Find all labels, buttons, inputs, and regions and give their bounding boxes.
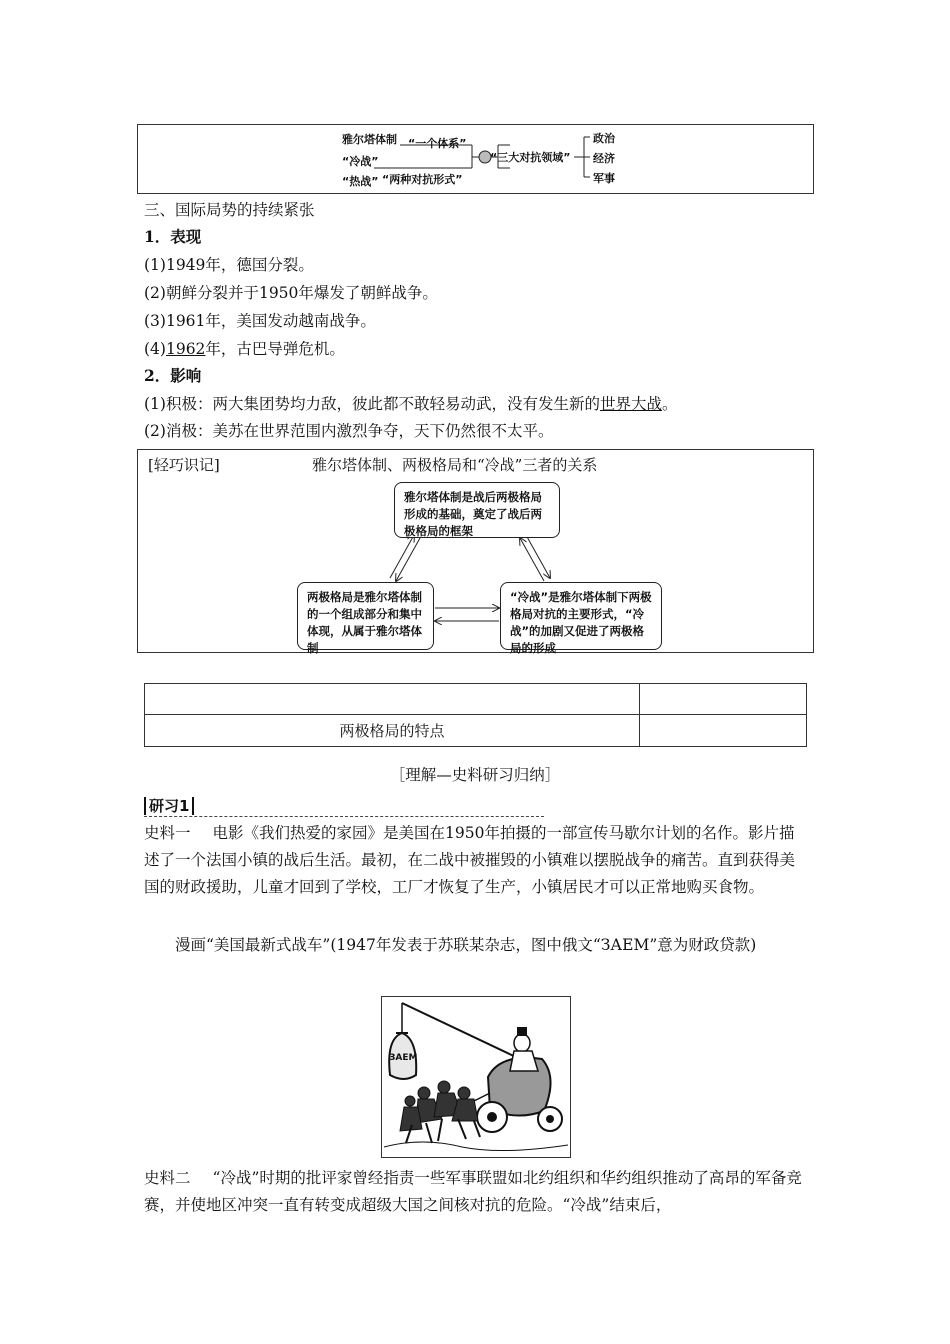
two-forms-label: “两种对抗形式” bbox=[382, 173, 463, 186]
yalta-label: 雅尔塔体制 bbox=[342, 133, 397, 146]
three-fields-label: “三大对抗领域” bbox=[490, 151, 571, 164]
impact-negative: (2)消极：美苏在世界范围内激烈争夺，天下仍然很不太平。 bbox=[144, 422, 554, 440]
study-tag-text: 研习1 bbox=[144, 797, 194, 815]
cartoon-drawing bbox=[382, 997, 570, 1157]
section-heading: 三、国际局势的持续紧张 bbox=[144, 201, 315, 219]
yalta-structure-diagram bbox=[137, 124, 814, 194]
subheading-manifestation: 1．表现 bbox=[144, 227, 202, 246]
table-row bbox=[145, 715, 807, 747]
table-row bbox=[145, 684, 807, 715]
cartoon-bag-label: ЗАЕМ bbox=[389, 1053, 418, 1063]
field-economy: 经济 bbox=[593, 152, 615, 165]
one-system-label: “一个体系” bbox=[408, 137, 467, 150]
relation-arrows bbox=[138, 450, 813, 652]
memory-tip-box bbox=[137, 449, 814, 653]
impact-positive-underline: 世界大战 bbox=[599, 395, 662, 413]
item-1962 bbox=[144, 339, 345, 359]
cartoon-image bbox=[381, 996, 571, 1158]
impact-positive bbox=[144, 394, 678, 414]
material-1-text: 电影《我们热爱的家园》是美国在1950年拍摄的一部宣传马歇尔计划的名作。影片描述了一个法国小镇的战后生活。最初，在二战中被摧毁的小镇难以摆脱战争的痛苦。直到获得美国的财政援助，儿童才回到了学校，工厂才恢复了生产，小镇居民才可以正常地购买食物。 bbox=[144, 824, 796, 896]
cold-war-node: “冷战”是雅尔塔体制下两极格局对抗的主要形式，“冷战”的加剧又促进了两极格局的形成 bbox=[500, 582, 662, 650]
hot-war-label: “热战” bbox=[342, 175, 379, 188]
field-military: 军事 bbox=[593, 172, 615, 185]
item-1949: (1)1949年，德国分裂。 bbox=[144, 256, 314, 274]
item-1962-suffix: 年，古巴导弹危机。 bbox=[205, 340, 345, 358]
table-cell-empty bbox=[640, 684, 807, 715]
tip-tag: [轻巧识记] bbox=[148, 456, 220, 474]
table-cell-bipolar-features: 两极格局的特点 bbox=[145, 715, 640, 747]
impact-positive-post: 。 bbox=[661, 395, 678, 413]
impact-positive-pre: (1)积极：两大集团势均力敌，彼此都不敢轻易动武，没有发生新的 bbox=[144, 395, 600, 413]
item-1961: (3)1961年，美国发动越南战争。 bbox=[144, 312, 376, 330]
item-1962-year: 1962 bbox=[165, 340, 206, 358]
bipolar-table bbox=[144, 683, 807, 747]
bipolar-node: 两极格局是雅尔塔体制的一个组成部分和集中体现，从属于雅尔塔体制 bbox=[297, 582, 434, 650]
material-1-label: 史料一 bbox=[144, 824, 191, 842]
cold-war-label: “冷战” bbox=[342, 155, 379, 168]
study-tag bbox=[144, 795, 194, 816]
yalta-node: 雅尔塔体制是战后两极格局形成的基础，奠定了战后两极格局的框架 bbox=[394, 482, 560, 538]
table-cell-empty bbox=[640, 715, 807, 747]
cartoon-caption bbox=[144, 932, 808, 959]
field-politics: 政治 bbox=[593, 132, 615, 145]
diagram-connectors bbox=[138, 125, 813, 193]
material-1 bbox=[144, 820, 808, 901]
study-section-label: ［理解—史料研习归纳］ bbox=[389, 766, 561, 784]
item-1950: (2)朝鲜分裂并于1950年爆发了朝鲜战争。 bbox=[144, 284, 438, 302]
subheading-impact: 2．影响 bbox=[144, 366, 202, 385]
item-1962-prefix: (4) bbox=[144, 340, 166, 358]
tip-title: 雅尔塔体制、两极格局和“冷战”三者的关系 bbox=[312, 456, 598, 474]
material-2-text: “冷战”时期的批评家曾经指责一些军事联盟如北约组织和华约组织推动了高昂的军备竞赛，并使地区冲突一直有转变成超级大国之间核对抗的危险。“冷战”结束后， bbox=[144, 1169, 802, 1214]
table-cell-empty bbox=[145, 684, 640, 715]
material-2 bbox=[144, 1165, 808, 1219]
study-tag-dashed-rule bbox=[144, 816, 544, 817]
cartoon-caption-text: 漫画“美国最新式战车”(1947年发表于苏联某杂志，图中俄文“ЗАЕМ”意为财政贷款) bbox=[175, 936, 757, 954]
material-2-label: 史料二 bbox=[144, 1169, 191, 1187]
